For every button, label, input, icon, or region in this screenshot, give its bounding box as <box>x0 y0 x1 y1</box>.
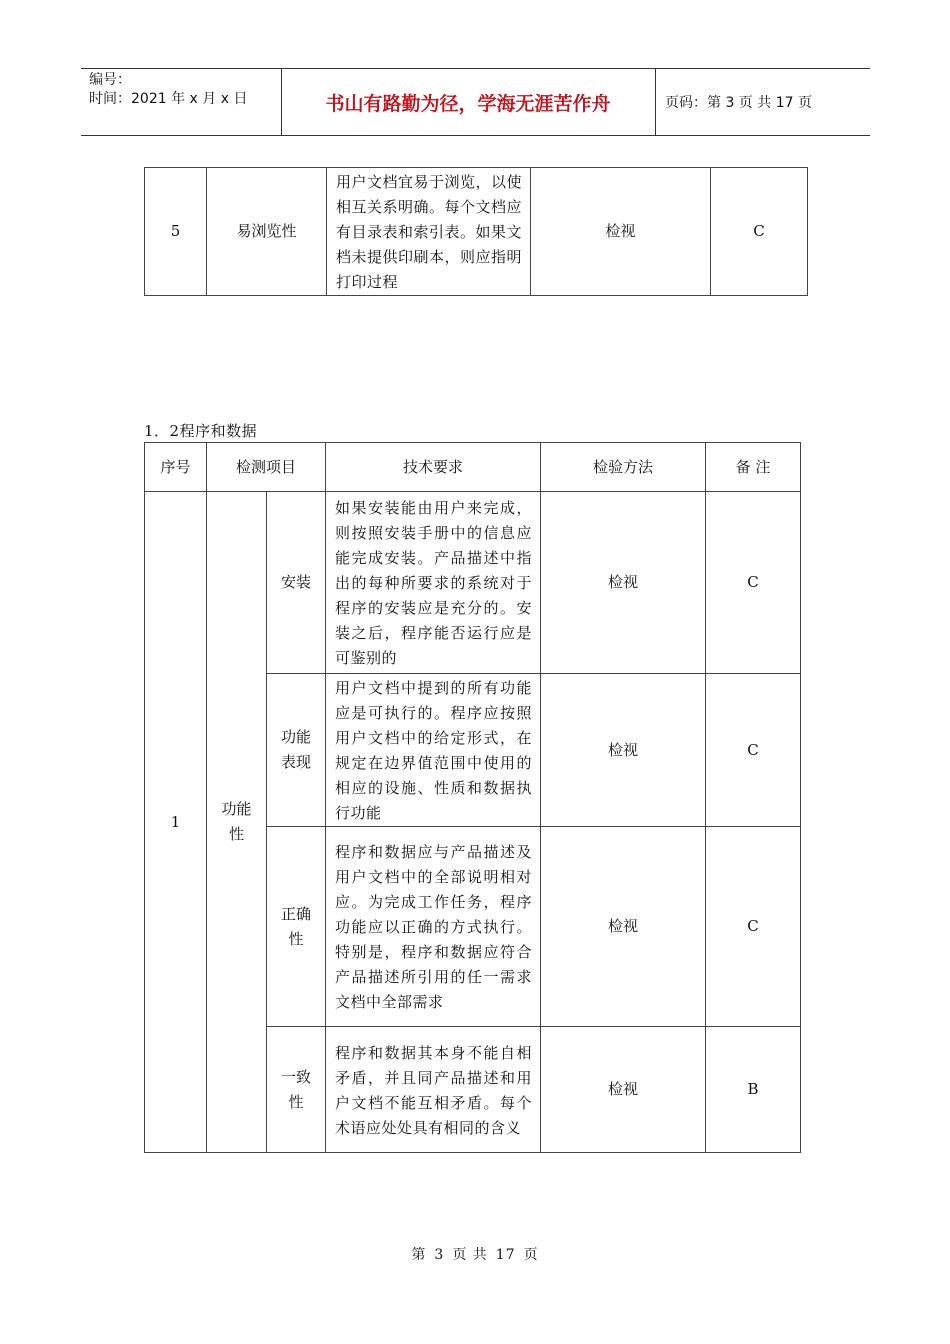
footer-mid: 页 共 <box>452 1247 488 1263</box>
inspection-method: 检视 <box>541 1027 706 1153</box>
remark: C <box>711 168 808 296</box>
technical-requirement: 用户文档宜易于浏览，以使相互关系明确。每个文档应有目录表和索引表。如果文档未提供印刷本，则应指明打印过程 <box>327 168 531 296</box>
remark: C <box>706 674 801 827</box>
table-row <box>145 492 801 674</box>
group-item: 功能性 <box>207 492 267 1153</box>
header-note: 备 注 <box>706 443 801 492</box>
document-code-label: 编号： <box>89 72 131 88</box>
footer-suffix: 页 <box>523 1247 539 1263</box>
main-table <box>144 442 801 1153</box>
header-meta <box>89 71 247 109</box>
technical-requirement: 程序和数据其本身不能自相矛盾，并且同产品描述和用户文档不能互相矛盾。每个术语应处处具有相同的含义 <box>326 1027 541 1153</box>
sub-item: 正确性 <box>267 827 326 1027</box>
group-number: 1 <box>145 492 207 1153</box>
inspection-method: 检视 <box>541 827 706 1027</box>
page-header <box>81 68 870 136</box>
inspection-method: 检视 <box>541 492 706 674</box>
header-motto: 书山有路勤为径，学海无涯苦作舟 <box>325 92 611 115</box>
remark: B <box>706 1027 801 1153</box>
remark: C <box>706 492 801 674</box>
remark: C <box>706 827 801 1027</box>
inspection-method: 检视 <box>531 168 711 296</box>
table-row <box>145 168 808 296</box>
footer-prefix: 第 <box>411 1247 427 1263</box>
sub-item: 一致性 <box>267 1027 326 1153</box>
table-header-row <box>145 443 801 492</box>
technical-requirement: 用户文档中提到的所有功能应是可执行的。程序应按照用户文档中的给定形式，在规定在边界值范围中使用的相应的设施、性质和数据执行功能 <box>326 674 541 827</box>
header-requirement: 技术要求 <box>326 443 541 492</box>
section-title: 1．2程序和数据 <box>144 422 258 440</box>
header-divider <box>655 69 656 135</box>
page-footer <box>0 1244 950 1264</box>
check-item: 易浏览性 <box>207 168 327 296</box>
header-no: 序号 <box>145 443 207 492</box>
top-table <box>144 167 808 296</box>
footer-total-pages: 17 <box>495 1247 516 1263</box>
document-date: 时间：2021 年 x 月 x 日 <box>89 91 248 107</box>
footer-page-number: 3 <box>434 1247 445 1263</box>
header-page-info: 页码：第 3 页 共 17 页 <box>665 95 812 111</box>
sub-item: 功能表现 <box>267 674 326 827</box>
header-method: 检验方法 <box>541 443 706 492</box>
technical-requirement: 程序和数据应与产品描述及用户文档中的全部说明相对应。为完成工作任务，程序功能应以正确的方式执行。特别是，程序和数据应符合产品描述所引用的任一需求文档中全部需求 <box>326 827 541 1027</box>
row-number: 5 <box>145 168 207 296</box>
sub-item: 安装 <box>267 492 326 674</box>
inspection-method: 检视 <box>541 674 706 827</box>
header-item: 检测项目 <box>207 443 326 492</box>
technical-requirement: 如果安装能由用户来完成，则按照安装手册中的信息应能完成安装。产品描述中指出的每种所要求的系统对于程序的安装应是充分的。安装之后，程序能否运行应是可鉴别的 <box>326 492 541 674</box>
